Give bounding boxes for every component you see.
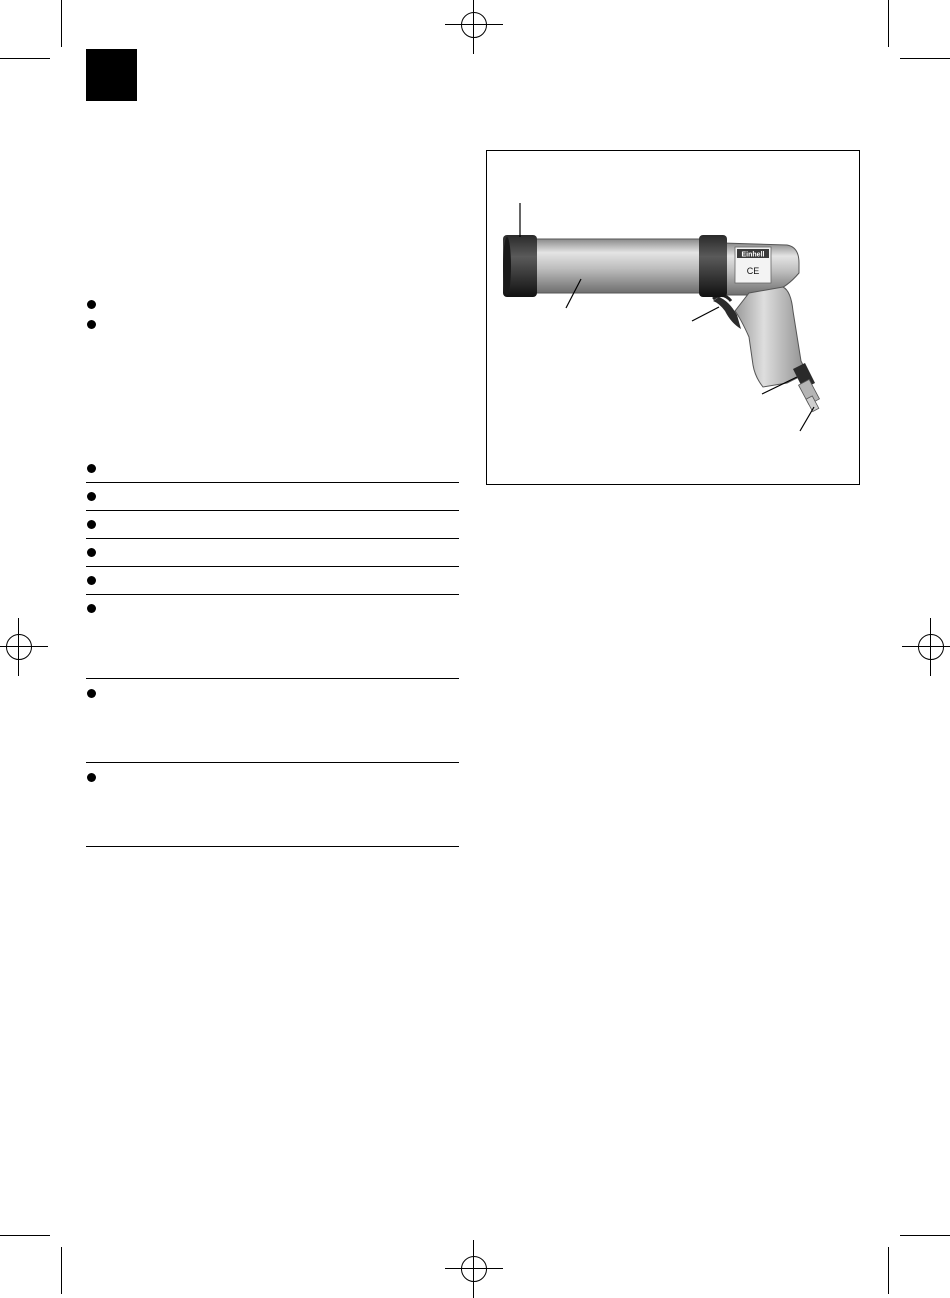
- divider: [86, 594, 459, 595]
- crop-mark-icon: [900, 1235, 950, 1236]
- crop-mark-icon: [61, 0, 62, 47]
- bullet-icon: [87, 576, 96, 585]
- crop-mark-icon: [61, 1247, 62, 1294]
- registration-mark-icon: [455, 6, 493, 44]
- bullet-icon: [87, 520, 96, 529]
- bullet-icon: [87, 689, 96, 698]
- divider: [86, 762, 459, 763]
- crop-mark-icon: [0, 1235, 50, 1236]
- bullet-icon: [87, 548, 96, 557]
- brand-label: Einhell: [741, 251, 765, 259]
- divider: [86, 566, 459, 567]
- registration-mark-icon: [0, 628, 38, 666]
- divider: [86, 846, 459, 847]
- bullet-icon: [87, 773, 96, 782]
- bullet-icon: [87, 320, 96, 329]
- divider: [86, 538, 459, 539]
- crop-mark-icon: [888, 1247, 889, 1294]
- crop-mark-icon: [0, 58, 50, 59]
- divider: [86, 510, 459, 511]
- leader-line: [800, 407, 814, 431]
- product-figure: [486, 150, 860, 485]
- bullet-icon: [87, 464, 96, 473]
- bullet-icon: [87, 300, 96, 309]
- leader-line: [692, 307, 719, 321]
- crop-mark-icon: [888, 0, 889, 47]
- language-tab: [86, 49, 137, 101]
- crop-mark-icon: [900, 58, 950, 59]
- bullet-icon: [87, 492, 96, 501]
- registration-mark-icon: [455, 1250, 493, 1288]
- divider: [86, 678, 459, 679]
- bullet-icon: [87, 604, 96, 613]
- registration-mark-icon: [912, 628, 950, 666]
- divider: [86, 482, 459, 483]
- ce-mark: CE: [746, 266, 760, 276]
- caulking-gun-illustration: [487, 151, 859, 484]
